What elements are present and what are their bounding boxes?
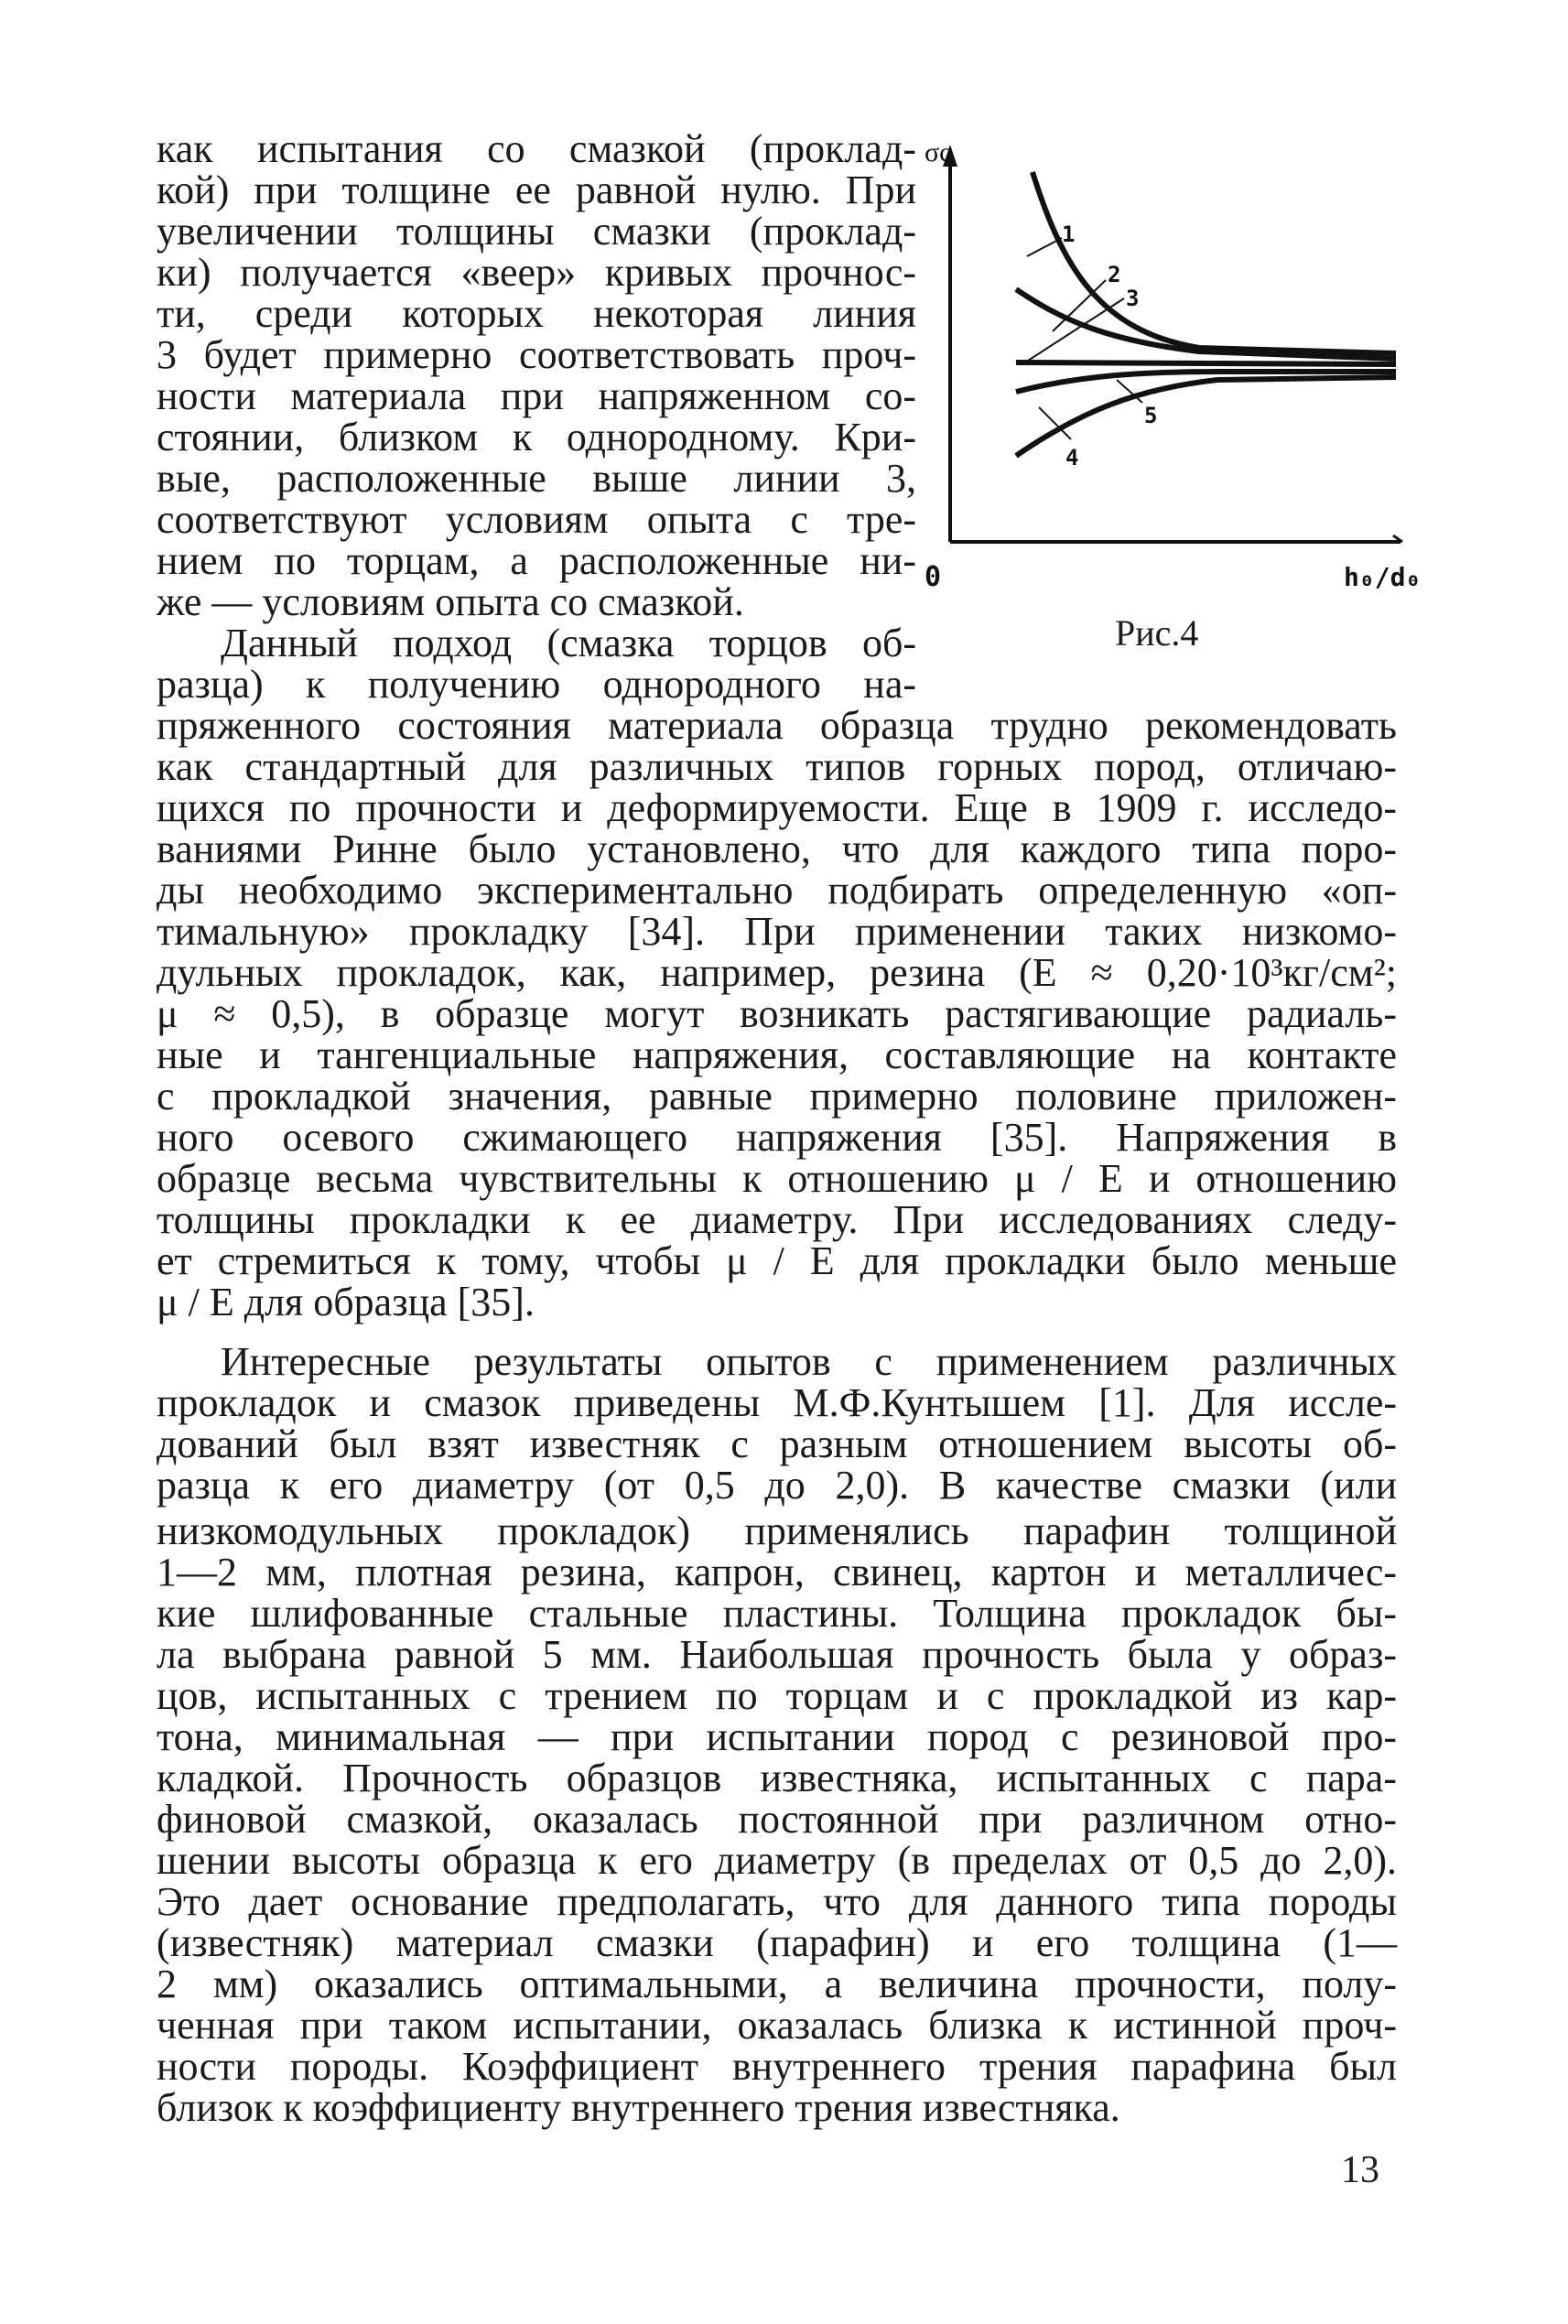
text-line: же — условиям опыта со смазкой. xyxy=(157,579,744,624)
text-line: соответствуют условиям опыта с тре- xyxy=(157,497,916,542)
text-line: ченная при таком испытании, оказалась близка к истинной проч- xyxy=(157,2003,1397,2048)
text-line: тона, минимальная — при испытании пород с резиновой про- xyxy=(157,1714,1397,1759)
curve-label-3: 3 xyxy=(1126,286,1140,311)
text-line: ла выбрана равной 5 мм. Наибольшая прочность была у образ- xyxy=(157,1632,1397,1677)
text-line: ды необходимо экспериментально подбирать определенную «оп- xyxy=(157,868,1397,913)
text-line: тимальную» прокладку [34]. При применении таких низкомо- xyxy=(157,909,1397,954)
text-line: ет стремиться к тому, чтобы μ / E для прокладки было меньше xyxy=(157,1238,1397,1283)
text-line: Интересные результаты опытов с применением различных xyxy=(221,1339,1397,1384)
text-line: μ ≈ 0,5), в образце могут возникать растягивающие радиаль- xyxy=(157,991,1397,1036)
text-line: кие шлифованные стальные пластины. Толщина прокладок бы- xyxy=(157,1591,1397,1636)
text-line: низкомодульных прокладок) применялись парафин толщиной xyxy=(157,1508,1397,1553)
text-line: ного осевого сжимающего напряжения [35]. Напряжения в xyxy=(157,1115,1397,1160)
text-line: образце весьма чувствительны к отношению μ / E и отношению xyxy=(157,1156,1397,1201)
text-line: увеличении толщины смазки (проклад- xyxy=(157,209,916,254)
text-line: шении высоты образца к его диаметру (в пределах от 0,5 до 2,0). xyxy=(157,1838,1397,1883)
text-line: дульных прокладок, как, например, резина (E ≈ 0,20·10³кг/см²; xyxy=(157,950,1397,995)
x-axis-label: h₀/d₀ xyxy=(1344,562,1422,592)
text-line: Данный подход (смазка торцов об- xyxy=(221,621,916,665)
curve-label-5: 5 xyxy=(1144,403,1158,428)
text-line: щихся по прочности и деформируемости. Еще в 1909 г. исследо- xyxy=(157,785,1397,830)
text-line: вые, расположенные выше линии 3, xyxy=(157,456,916,501)
curve-label-1: 1 xyxy=(1062,222,1076,247)
text-line: ности породы. Коэффициент внутреннего трения парафина был xyxy=(157,2044,1397,2089)
text-line: ваниями Ринне было установлено, что для каждого типа поро- xyxy=(157,827,1397,871)
curve-3 xyxy=(1016,362,1396,364)
text-line: прокладок и смазок приведены М.Ф.Кунтышем [1]. Для иссле- xyxy=(157,1380,1397,1425)
figure-caption: Рис.4 xyxy=(1115,612,1199,654)
text-line: цов, испытанных с трением по торцам и с прокладкой из кар- xyxy=(157,1673,1397,1718)
text-line: разца к его диаметру (от 0,5 до 2,0). В качестве смазки (или xyxy=(157,1463,1397,1508)
text-line: ные и тангенциальные напряжения, составляющие на контакте xyxy=(157,1032,1397,1077)
text-line: ки) получается «веер» кривых прочнос- xyxy=(157,250,916,295)
text-line: 3 будет примерно соответствовать проч- xyxy=(157,332,916,377)
strength-curves-figure xyxy=(925,128,1437,641)
leader-1 xyxy=(1027,238,1062,256)
text-line: μ / E для образца [35]. xyxy=(157,1280,535,1324)
text-line: 2 мм) оказались оптимальными, а величина прочности, полу- xyxy=(157,1962,1397,2006)
text-line: как стандартный для различных типов горных пород, отличаю- xyxy=(157,744,1397,789)
text-line: кой) при толщине ее равной нулю. При xyxy=(157,168,916,212)
text-line: дований был взят известняк с разным отношением высоты об- xyxy=(157,1421,1397,1466)
text-line: Это дает основание предполагать, что для данного типа породы xyxy=(157,1879,1397,1924)
text-line: (известняк) материал смазки (парафин) и его толщина (1— xyxy=(157,1920,1397,1965)
text-line: разца) к получению однородного на- xyxy=(157,662,916,707)
page-number: 13 xyxy=(1341,2149,1379,2191)
text-line: стоянии, близком к однородному. Кри- xyxy=(157,415,916,459)
text-line: с прокладкой значения, равные примерно половине приложен- xyxy=(157,1074,1397,1119)
text-line: толщины прокладки к ее диаметру. При исследованиях следу- xyxy=(157,1197,1397,1242)
text-line: как испытания со смазкой (проклад- xyxy=(157,126,916,171)
curve-label-4: 4 xyxy=(1065,445,1079,470)
text-line: близок к коэффициенту внутреннего трения известняка. xyxy=(157,2085,1120,2130)
text-line: нием по торцам, а расположенные ни- xyxy=(157,538,916,583)
text-line: финовой смазкой, оказалась постоянной при различном отно- xyxy=(157,1797,1397,1842)
y-axis-label: σc xyxy=(925,137,952,168)
text-line: 1—2 мм, плотная резина, капрон, свинец, картон и металличес- xyxy=(157,1550,1397,1594)
text-line: пряженного состояния материала образца трудно рекомендовать xyxy=(157,703,1397,748)
leader-3 xyxy=(1025,298,1124,362)
origin-label: 0 xyxy=(925,561,942,593)
text-line: ти, среди которых некоторая линия xyxy=(157,291,916,336)
text-line: кладкой. Прочность образцов известняка, испытанных с пара- xyxy=(157,1756,1397,1800)
text-line: ности материала при напряженном со- xyxy=(157,373,916,418)
curve-label-2: 2 xyxy=(1108,262,1121,287)
